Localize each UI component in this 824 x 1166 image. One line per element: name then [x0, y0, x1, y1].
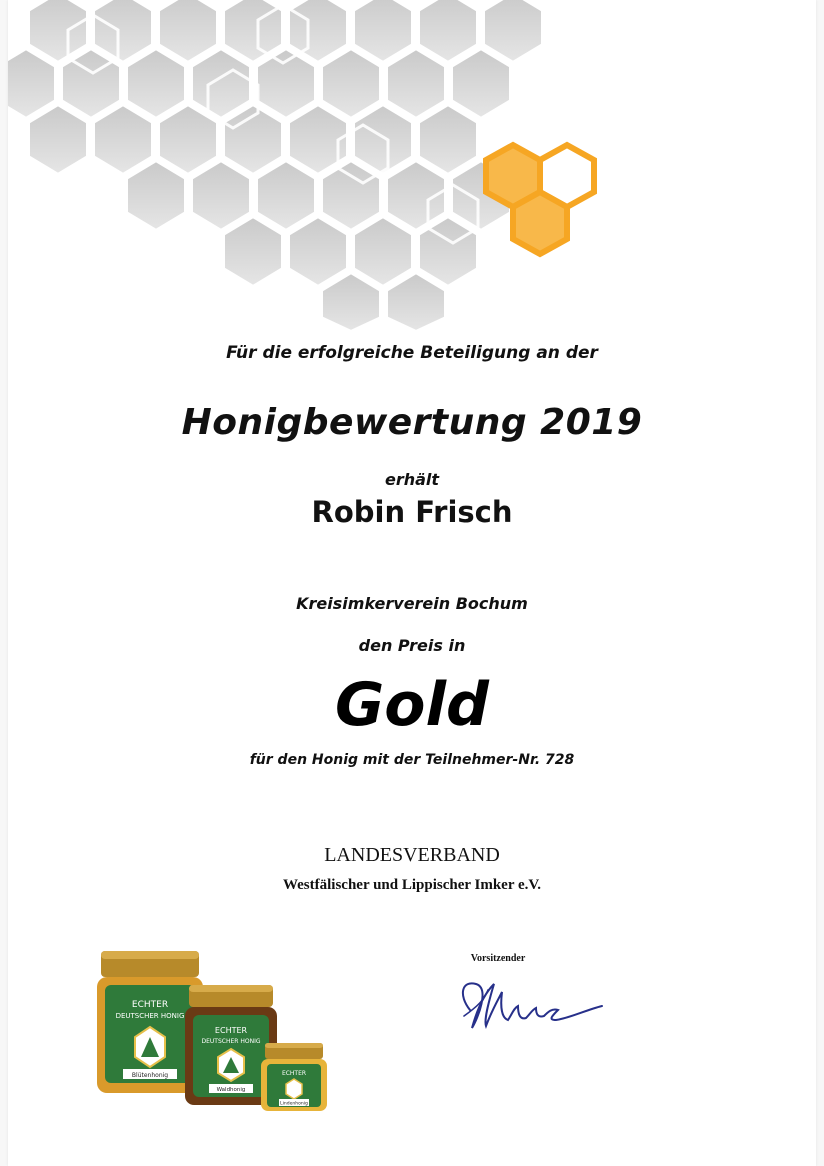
- association-full-name: Westfälischer und Lippischer Imker e.V.: [282, 877, 542, 893]
- grey-honeycomb: [8, 0, 543, 330]
- orange-honeycomb: [486, 145, 594, 254]
- certificate-intro: Für die erfolgreiche Beteiligung an der: [226, 343, 598, 363]
- jar-large-variety: Blütenhonig: [131, 1072, 169, 1079]
- signature-image: [448, 970, 608, 1040]
- certificate-page: [8, 0, 816, 1166]
- signer-title: Vorsitzender: [470, 953, 526, 964]
- prize-intro: den Preis in: [358, 636, 466, 655]
- jar-large-brand-line2: DEUTSCHER HONIG: [115, 1012, 185, 1020]
- honeycomb-decoration: [8, 0, 816, 330]
- jar-small-variety: Lindenhonig: [280, 1101, 308, 1107]
- recipient-name: Robin Frisch: [311, 495, 513, 529]
- entry-number: für den Honig mit der Teilnehmer-Nr. 728: [249, 752, 575, 768]
- jar-medium-brand-line1: ECHTER: [214, 1026, 248, 1035]
- jar-large-brand-line1: ECHTER: [131, 1000, 169, 1010]
- club-name: Kreisimkerverein Bochum: [296, 594, 528, 613]
- jar-medium-brand-line2: DEUTSCHER HONIG: [201, 1038, 261, 1045]
- jar-medium-variety: Waldhonig: [216, 1087, 246, 1093]
- medal-level: Gold: [335, 670, 489, 740]
- honey-jars-image: [93, 945, 333, 1115]
- jar-small: [261, 1043, 327, 1111]
- receives-label: erhält: [384, 470, 440, 489]
- certificate-title: Honigbewertung 2019: [181, 402, 643, 443]
- association-name: LANDESVERBAND: [324, 844, 500, 866]
- jar-small-brand-line1: ECHTER: [281, 1070, 307, 1077]
